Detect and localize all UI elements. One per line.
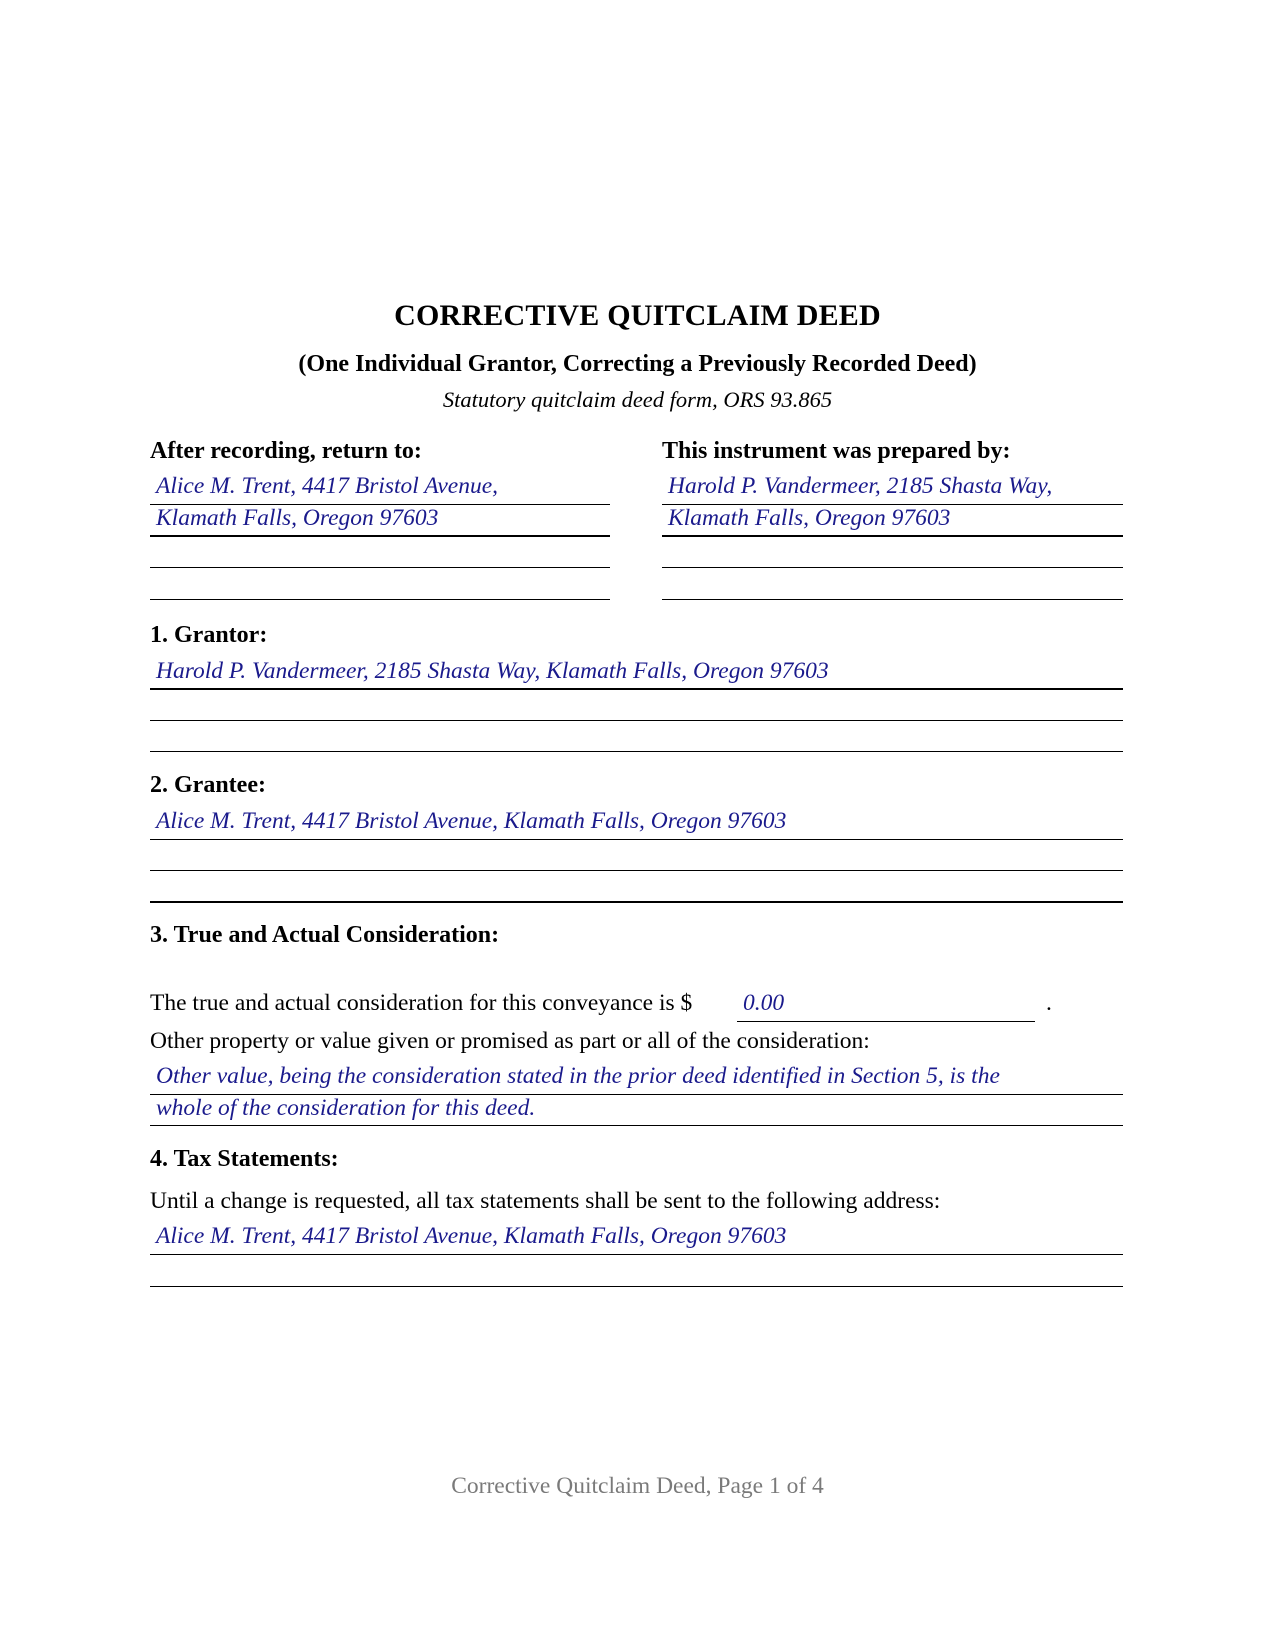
grantee-rule-3 [150, 901, 1123, 903]
tax-statements-instruction: Until a change is requested, all tax statements shall be sent to the following address: [150, 1188, 941, 1214]
prepared-by-label: This instrument was prepared by: [662, 438, 1011, 464]
return-to-label: After recording, return to: [150, 438, 422, 464]
tax-statements-address[interactable]: Alice M. Trent, 4417 Bristol Avenue, Klamath Falls, Oregon 97603 [156, 1223, 787, 1249]
page-footer: Corrective Quitclaim Deed, Page 1 of 4 [451, 1473, 824, 1499]
other-consideration-label: Other property or value given or promised as part or all of the consideration: [150, 1028, 870, 1054]
grantee-rule-1 [150, 839, 1123, 840]
grantor-rule-1 [150, 688, 1123, 690]
return-to-rule-4 [150, 599, 610, 600]
consideration-period: . [1046, 990, 1052, 1016]
grantee-value[interactable]: Alice M. Trent, 4417 Bristol Avenue, Klamath Falls, Oregon 97603 [156, 808, 787, 834]
tax-statements-rule-1 [150, 1254, 1123, 1255]
other-consideration-line-1[interactable]: Other value, being the consideration stated in the prior deed identified in Section 5, is the [156, 1063, 1000, 1089]
grantor-heading: 1. Grantor: [150, 622, 268, 648]
grantee-heading: 2. Grantee: [150, 772, 266, 798]
prepared-by-line-1[interactable]: Harold P. Vandermeer, 2185 Shasta Way, [668, 473, 1053, 499]
grantor-rule-2 [150, 720, 1123, 721]
return-to-line-1[interactable]: Alice M. Trent, 4417 Bristol Avenue, [156, 473, 499, 499]
prepared-by-rule-2 [662, 535, 1123, 537]
prepared-by-line-2[interactable]: Klamath Falls, Oregon 97603 [668, 505, 951, 531]
consideration-statement: The true and actual consideration for this conveyance is $ [150, 990, 693, 1016]
tax-statements-rule-2 [150, 1286, 1123, 1287]
form-reference: Statutory quitclaim deed form, ORS 93.865 [442, 387, 833, 412]
prepared-by-rule-3 [662, 567, 1123, 568]
document-subtitle: (One Individual Grantor, Correcting a Previously Recorded Deed) [298, 351, 977, 377]
grantor-rule-3 [150, 751, 1123, 752]
document-title: CORRECTIVE QUITCLAIM DEED [394, 299, 881, 332]
grantor-value[interactable]: Harold P. Vandermeer, 2185 Shasta Way, Klamath Falls, Oregon 97603 [156, 658, 829, 684]
return-to-rule-2 [150, 535, 610, 537]
consideration-amount[interactable]: 0.00 [743, 990, 785, 1016]
grantee-rule-2 [150, 870, 1123, 871]
consideration-amount-rule [737, 1021, 1035, 1022]
other-consideration-line-2[interactable]: whole of the consideration for this deed. [156, 1095, 536, 1121]
tax-statements-heading: 4. Tax Statements: [150, 1146, 339, 1172]
return-to-rule-3 [150, 567, 610, 568]
prepared-by-rule-4 [662, 599, 1123, 600]
return-to-line-2[interactable]: Klamath Falls, Oregon 97603 [156, 505, 439, 531]
other-consideration-rule-2 [150, 1125, 1123, 1126]
consideration-heading: 3. True and Actual Consideration: [150, 922, 500, 948]
